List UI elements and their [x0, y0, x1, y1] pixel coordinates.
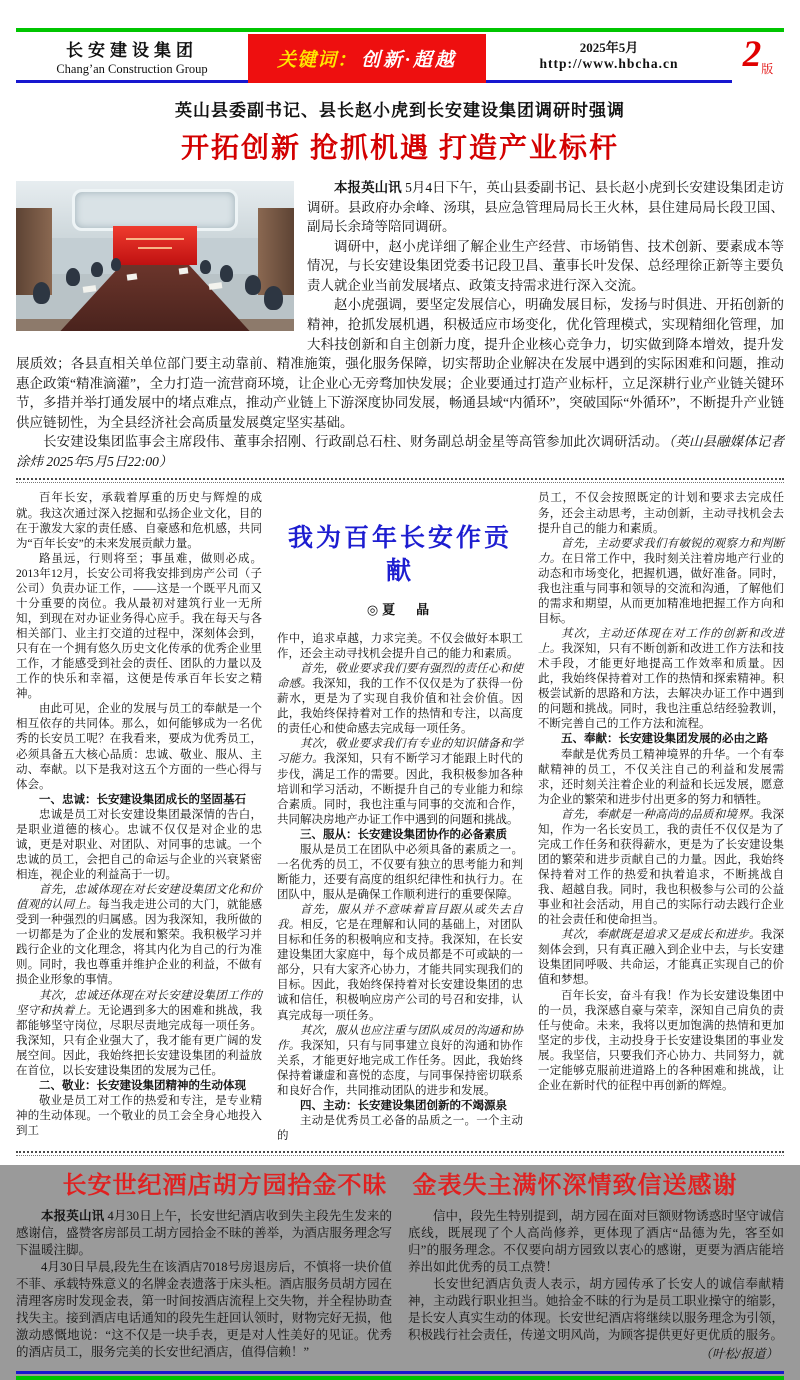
- essay-column-3: [538, 491, 784, 1144]
- screen-text-line: [138, 247, 171, 249]
- paragraph: 信中，段先生特别提到，胡方园在面对巨额财物诱惑时坚守诚信底线，既展现了个人高尚修养，更体现了酒店“品德为先，客至如归”的服务理念。不仅要向胡方园致以衷心的感谢，更要为酒店能培养出如此优秀的员工点赞！: [408, 1209, 784, 1275]
- website-url: http://www.hbcha.cn: [539, 56, 679, 71]
- org-name-cn: 长安建设集团: [66, 41, 198, 60]
- paragraph: 首先，服从并不意味着盲目跟从或失去自我。相反，它是在理解和认同的基础上，对团队目标和任务的积极响应和支持。我深知，在长安建设集团大家庭中，每个成员都是不可或缺的一部分，只有大家齐心协力，才能共同实现我们的目标。因此，我始终保持着对长安建设集团的忠诚和信任，积极响应房产公司的号召和安排，认真完成每一项任务。: [277, 904, 524, 1022]
- photo-person: [264, 286, 283, 310]
- article3-column-2-text: [408, 1208, 784, 1344]
- paragraph-lead: 首先，忠诚体现在对长安建设集团文化和价值观的认同上。: [16, 884, 262, 912]
- article3-column-1: [16, 1208, 392, 1363]
- paragraph: 忠诚是员工对长安建设集团最深情的告白，是职业道德的核心。忠诚不仅仅是对企业的忠诚，更是对职业、对团队、对同事的忠诚。一个忠诚的员工，会把自己的命运与企业的兴衰紧密相连，视企业的利益高于一切。: [16, 808, 262, 881]
- masthead: [16, 34, 784, 83]
- photo-papers: [208, 282, 222, 290]
- paragraph: 4月30日早晨,段先生在该酒店7018号房退房后，不慎将一块价值不菲、承载特殊意义的名牌金表遗落于床头柜。酒店服务员胡方园在清理客房时发现金表，第一时间按酒店流程上交失物，并全程协助查找失主。接到酒店电话通知的段先生赶回认领时，财物完好无损，他激动感慨地说：“这不仅是一块手表，更是对人性美好的见证。优秀的酒店员工，服务完美的长安世纪酒店，值得信赖！”: [16, 1260, 392, 1360]
- paragraph: 首先，主动要求我们有敏锐的观察力和判断力。在日常工作中，我时刻关注着房地产行业的动态和市场变化，把握机遇，做好准备。同时，我也注重与同事和领导的交流和沟通，了解他们的需求和期望，从而更加精准地把握工作方向和目标。: [538, 537, 785, 625]
- photo-left-wall: [16, 208, 52, 295]
- photo-person: [200, 260, 211, 274]
- section-divider: [16, 478, 784, 483]
- essay-column-2: [277, 491, 523, 1144]
- article1-body: [16, 178, 784, 471]
- bottom-green-rule: [16, 1376, 784, 1380]
- section-heading: 五、奉献：长安建设集团发展的必由之路: [561, 733, 768, 746]
- page-number-digit: 2: [742, 34, 762, 75]
- paragraph: 主动是优秀员工必备的品质之一。一个主动的: [277, 1114, 523, 1143]
- keyword-value: 创新·超越: [361, 50, 457, 71]
- paragraph: 首先，奉献是一种高尚的品质和境界。我深知，作为一名长安员工，我的责任不仅仅是为了完成工作任务和获得薪水，更是为了长安建设集团的繁荣和进步贡献自己的力量。因此，我始终保持着对工作的热爱和执着追求，不断挑战自我、超越自我。同时，我也积极参与公司的公益事业和社会活动，用自己的实际行动去践行企业的社会责任和使命担当。: [538, 808, 784, 927]
- essay-title: 我为百年长安作贡献: [287, 525, 512, 586]
- paragraph-lead: 其次，奉献既是追求又是成长和进步。: [561, 929, 761, 942]
- section-heading: 四、主动：长安建设集团创新的不竭源泉: [300, 1099, 507, 1112]
- essay-column-2-text: [277, 632, 523, 1144]
- paragraph: 调研中，赵小虎详细了解企业生产经营、市场销售、技术创新、要素成本等情况，与长安建设集团党委书记段卫昌、董事长叶发保、总经理徐正新等主要负责人就企业当前发展堵点、政策支持需求进行深入交流。: [307, 238, 784, 293]
- paragraph: 长安世纪酒店负责人表示，胡方园传承了长安人的诚信奉献精神，主动践行职业担当。她拾金不昧的行为是员工职业操守的缩影，是长安人真实生动的体现。长安世纪酒店将继续以服务理念为引领，积极践行社会责任，传递文明风尚，为顾客提供更好更优质的服务。: [408, 1277, 784, 1343]
- meeting-photo: [16, 181, 294, 331]
- screen-text-line: [126, 238, 184, 240]
- page-number-unit: 版: [761, 62, 774, 76]
- paragraph: 其次，敬业要求我们有专业的知识储备和学习能力。我深知，只有不断学习才能跟上时代的步伐，满足工作的需要。因此，我积极参加各种培训和学习活动，不断提升自己的专业能力和综合素质。同时，我也注重与同事的交流和合作，共同解决房地产办证工作中遇到的问题和挑战。: [277, 738, 524, 826]
- paragraph: 其次，奉献既是追求又是成长和进步。我深刻体会到，只有真正融入到企业中去，与长安建设集团同呼吸、共命运，才能真正实现自己的价值和梦想。: [538, 929, 784, 987]
- essay-section: [16, 491, 784, 1144]
- page-number: [732, 34, 784, 83]
- paragraph: 其次，主动还体现在对工作的创新和改进上。我深知，只有不断创新和改进工作方法和技术手段，才能更好地提高工作效率和质量。因此，我始终保持着对工作的热情和探索精神。积极尝试新的思路和方法，去解决办证工作中遇到的问题和挑战。同时，我也注重总结经验教训，不断完善自己的工作方法和流程。: [538, 628, 785, 731]
- paragraph: 路虽远，行则将至；事虽难，做则必成。2013年12月，长安公司将我安排到房产公司（子公司）负责办证工作，——这是一个既平凡而又十分重要的岗位。我从最初对建筑行业一无所知，到现在对办证业务得心应手。我在每天与各相关部门、业主打交道的过程中，深刻体会到，只有在一个拥有悠久历史文化传承的优秀企业里工作，才能感受到社会的责任、团队的力量以及工作的快乐和幸福，这便是传承百年长安之精神。: [16, 552, 262, 701]
- paragraph: 本报英山讯 5月4日下午，英山县委副书记、县长赵小虎到长安建设集团走访调研。县政府办余峰、汤琪，县应急管理局局长王火林，县住建局局长段卫国、副局长余琦等陪同调研。: [307, 180, 785, 235]
- paragraph: 首先，敬业要求我们要有强烈的责任心和使命感。我深知，我的工作不仅仅是为了获得一份薪水，更是为了实现自我价值和社会价值。因此，我始终保持着对工作的热情和专注，以高度的责任心和使命感去完成每一项任务。: [277, 663, 524, 736]
- photo-person: [91, 262, 103, 277]
- paragraph-lead: 首先，奉献是一种高尚的品质和境界。: [561, 808, 761, 821]
- section-heading: 二、敬业：长安建设集团精神的生动体现: [39, 1079, 246, 1092]
- paragraph: 服从是员工在团队中必须具备的素质之一。一名优秀的员工，不仅要有独立的思考能力和判断能力，还要有高度的组织纪律性和执行力。在团队中，服从是确保工作顺利进行的重要保障。: [277, 843, 523, 902]
- section-heading: 一、忠诚：长安建设集团成长的坚固基石: [39, 793, 246, 806]
- paragraph: 作中，追求卓越，力求完美。不仅会做好本职工作，还会主动寻找机会提升自己的能力和素质。: [277, 632, 523, 661]
- section-heading: 三、服从：长安建设集团协作的必备素质: [300, 828, 507, 841]
- paragraph: 员工，不仅会按照既定的计划和要求去完成任务，还会主动思考，主动创新，主动寻找机会去提升自己的能力和素质。: [538, 492, 784, 535]
- paragraph-credit: （英山县融媒体记者 涂炜 2025年5月5日22:00）: [16, 434, 785, 469]
- photo-right-wall: [258, 208, 294, 295]
- section-divider: [16, 1151, 784, 1156]
- article3-byline: （叶松/报道）: [699, 1347, 778, 1362]
- keyword-banner: [248, 34, 486, 83]
- paragraph: 百年长安，奋斗有我！作为长安建设集团中的一员，我深感自豪与荣幸，深知自己肩负的责任与使命。未来，我将以更加饱满的热情和更加坚定的步伐，主动投身于长安建设集团的事业发展。我坚信，只要我们齐心协力、共同努力，就一定能够克服前进道路上的各种困难和挑战，让企业在新时代的征程中再创新的辉煌。: [538, 989, 784, 1092]
- article3-headline: 长安世纪酒店胡方园拾金不昧 金表失主满怀深情致信送感谢: [62, 1173, 738, 1200]
- org-name-en: Chang’an Construction Group: [56, 62, 208, 76]
- photo-person: [33, 282, 50, 304]
- paragraph: 其次，忠诚还体现在对长安建设集团工作的坚守和执着上。无论遇到多大的困难和挑战，我都能够坚守岗位，尽职尽责地完成每一项任务。我深知，只有企业强大了，我才能有更广阔的发展空间。因此，我始终把长安建设集团的利益放在首位，以长安建设集团的发展为己任。: [16, 989, 263, 1077]
- photo-red-screen: [113, 226, 196, 265]
- photo-papers: [82, 285, 96, 293]
- paragraph: 本报英山讯 4月30日上午，长安世纪酒店收到失主段先生发来的感谢信，盛赞客房部员工胡方园拾金不昧的善举，为酒店服务理念写下温暖注脚。: [16, 1209, 392, 1258]
- paragraph: 赵小虎强调，要坚定发展信心，明确发展目标，发扬与时俱进、开拓创新的精神，抢抓发展机遇，积极适应市场变化，优化管理模式，实现精细化管理，加大科技创新和自主创新力度，提升企业核心竞争力，切实做到降本增效，提升发展质效；各县直相关单位部门要主动靠前、精准施策，强化服务保障，切实帮助企业解决在发展中遇到的实际困难和问题，推动惠企政策“精准滴灌”，全力打造一流营商环境，让企业心无旁骛加快发展；企业要通过打造产业标杆，立足深耕行业产业链关键环节，多措并举打通发展中的堵点难点，推动产业链上下游深度协同发展，畅通县域“内循环”，突破国际“外循环”，不断提升产业链供应链韧性，为全县经济社会高质量发展奠定坚实基础。: [16, 297, 784, 430]
- bottom-blue-rule: [16, 1371, 784, 1374]
- paragraph: 奉献是优秀员工精神境界的升华。一个有奉献精神的员工，不仅关注自己的利益和发展需求，还时刻关注着企业的利益和长远发展，愿意为企业的繁荣和进步付出更多的努力和牺牲。: [538, 748, 784, 806]
- paragraph-lead: 本报英山讯: [41, 1209, 108, 1224]
- photo-person: [220, 265, 233, 282]
- paragraph-lead: 首先，敬业要求我们要有强烈的责任心和使命感。: [277, 663, 523, 691]
- paragraph: 其次，服从也应注重与团队成员的沟通和协作。我深知，只有与同事建立良好的沟通和协作关系，才能更好地完成工作任务。因此，我始终保持着谦虚和喜悦的态度，与同事保持密切联系和良好合作，共同推动团队的进步和发展。: [277, 1024, 524, 1097]
- paragraph: 由此可见，企业的发展与员工的奉献是一个相互依存的共同体。那么，如何能够成为一名优秀的长安员工呢？在我看来，要成为优秀员工，必须具备五大核心品质：忠诚、敬业、服从、主动、奉献。以下是我对这五个方面的一些心得与体会。: [16, 703, 262, 791]
- photo-person: [245, 275, 261, 295]
- top-green-rule: [16, 28, 784, 32]
- issue-date: 2025年5月: [579, 40, 639, 55]
- essay-author: ◎夏 晶: [366, 601, 434, 617]
- article3-column-2: [408, 1208, 784, 1363]
- essay-column-1: [16, 491, 262, 1144]
- photo-ceiling-cove: [72, 189, 239, 231]
- paragraph-lead: 其次，敬业要求我们有专业的知识储备和学习能力。: [277, 738, 523, 766]
- paragraph-lead: 其次，主动还体现在对工作的创新和改进上。: [538, 628, 784, 656]
- photo-person: [111, 258, 121, 271]
- essay-title-block: [277, 523, 523, 618]
- article1-kicker: 英山县委副书记、县长赵小虎到长安建设集团调研时强调: [175, 101, 625, 120]
- paragraph-lead: 其次，服从也应注重与团队成员的沟通和协作。: [277, 1024, 523, 1052]
- paragraph-lead: 本报英山讯: [334, 180, 406, 195]
- photo-person: [66, 268, 80, 286]
- paragraph: 首先，忠诚体现在对长安建设集团文化和价值观的认同上。每当我走进公司的大门，就能感受到一种强烈的归属感。因为我深知，我所做的一切都是为了企业的发展和繁荣。我积极学习并践行企业的文化理念，将其内化为自己的行为准则。同时，我也尊重并维护企业的利益，不做有损企业形象的事情。: [16, 884, 263, 987]
- keyword-label: 关键词：: [277, 50, 358, 71]
- masthead-brand: [16, 34, 248, 83]
- article3-body: [16, 1208, 784, 1363]
- paragraph: 百年长安，承载着厚重的历史与辉煌的成就。我这次通过深入挖掘和弘扬企业文化，目的在于激发大家的责任感、自豪感和危机感，共同为“百年长安”的未来发展贡献力量。: [16, 492, 262, 550]
- paragraph-lead: 其次，忠诚还体现在对长安建设集团工作的坚守和执着上。: [16, 989, 262, 1017]
- paragraph: 长安建设集团监事会主席段伟、董事余招刚、行政副总石柱、财务副总胡金星等高管参加此次调研活动。（英山县融媒体记者 涂炜 2025年5月5日22:00）: [16, 434, 785, 469]
- paragraph-lead: 首先，主动要求我们有敏锐的观察力和判断力。: [538, 537, 784, 565]
- paragraph: 敬业是员工对工作的热爱和专注，是专业精神的生动体现。一个敬业的员工会全身心地投入到工: [16, 1094, 262, 1138]
- paragraph-lead: 首先，服从并不意味着盲目跟从或失去自我。: [277, 904, 523, 932]
- masthead-issue-info: [486, 34, 732, 83]
- article1-headline: 开拓创新 抢抓机遇 打造产业标杆: [180, 133, 619, 164]
